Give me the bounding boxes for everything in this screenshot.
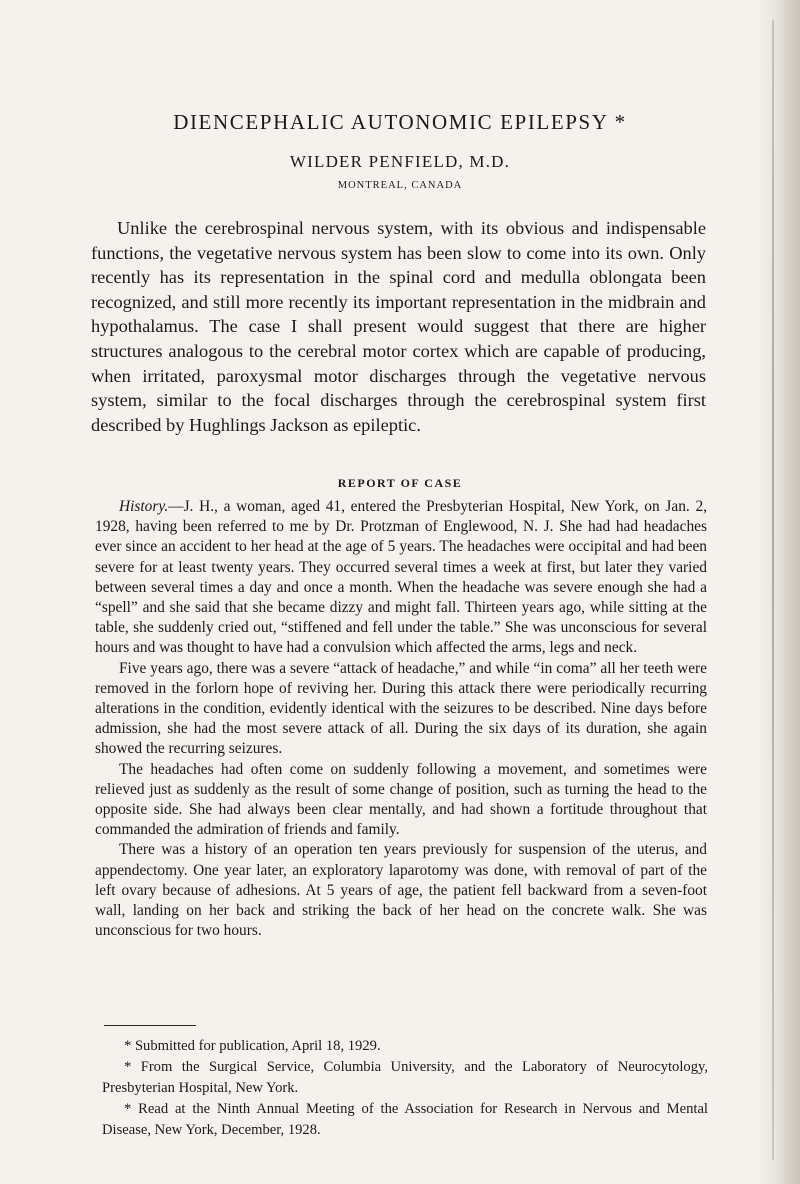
footnote-divider <box>104 1025 196 1026</box>
body-paragraph: The headaches had often come on suddenly following a movement, and sometimes were relieved just as suddenly as the result of some change of position, such as turning the head to the opposite side. She had always been clear mentally, and had shown a fortitude throughout that commanded the admiration of friends and family. <box>95 760 707 839</box>
section-heading-report: REPORT OF CASE <box>337 476 463 490</box>
history-text: —J. H., a woman, aged 41, entered the Presbyterian Hospital, New York, on Jan. 2, 1928, having been referred to me by Dr. Protzman of Englewood, N. J. She had had headaches ever since an accident to her head at the age of 5 years. The headaches were occipital and had been severe for at least twenty years. They occurred several times a week at first, but later they varied between several times a day and once a month. When the headache was severe enough she had a “spell” and she said that she became dizzy and might fall. Thirteen years ago, while sitting at the table, she suddenly cried out, “stiffened and fell under the table.” She was unconscious for several hours and was thought to have had a convulsion which affected the arms, legs and neck. <box>95 498 707 657</box>
footnote: * Read at the Ninth Annual Meeting of the Association for Research in Nervous and Mental Disease, New York, December, 1928. <box>102 1101 708 1138</box>
page-edge-shadow <box>758 0 800 1184</box>
history-label: History. <box>119 498 169 515</box>
body-paragraph: Five years ago, there was a severe “attack of headache,” and while “in coma” all her teeth were removed in the forlorn hope of reviving her. During this attack there were periodically recurring alterations in the condition, evidently identical with the seizures to be described. Nine days before admission, she had the most severe attack of all. During the six days of its duration, she again showed the recurring seizures. <box>95 659 707 758</box>
footnotes <box>102 1036 708 1141</box>
intro-paragraph: Unlike the cerebrospinal nervous system, with its obvious and indispensable functions, the vegetative nervous system has been slow to come into its own. Only recently has its representation in the spinal cord and medulla oblongata been recognized, and still more recently its important representation in the midbrain and hypothalamus. The case I shall present would suggest that there are higher structures analogous to the cerebral motor cortex which are capable of producing, when irritated, paroxysmal motor discharges through the vegetative nervous system, similar to the focal discharges through the cerebrospinal system first described by Hughlings Jackson as epileptic. <box>91 218 706 435</box>
footnote: * From the Surgical Service, Columbia University, and the Laboratory of Neurocytology, Presbyterian Hospital, New York. <box>102 1059 708 1096</box>
footnote: * Submitted for publication, April 18, 1929. <box>124 1038 381 1054</box>
case-report-body <box>95 497 707 941</box>
author-location: MONTREAL, CANADA <box>337 180 463 191</box>
history-paragraph <box>95 497 707 659</box>
article-title: DIENCEPHALIC AUTONOMIC EPILEPSY * <box>173 110 627 134</box>
body-paragraph: There was a history of an operation ten years previously for suspension of the uterus, and appendectomy. One year later, an exploratory laparotomy was done, with removal of part of the left ovary because of adhesions. At 5 years of age, the patient fell backward from a seven-foot wall, landing on her back and striking the back of her head on the concrete walk. She was unconscious for two hours. <box>95 841 707 940</box>
binding-edge <box>772 20 774 1160</box>
author-name: WILDER PENFIELD, M.D. <box>289 152 511 171</box>
